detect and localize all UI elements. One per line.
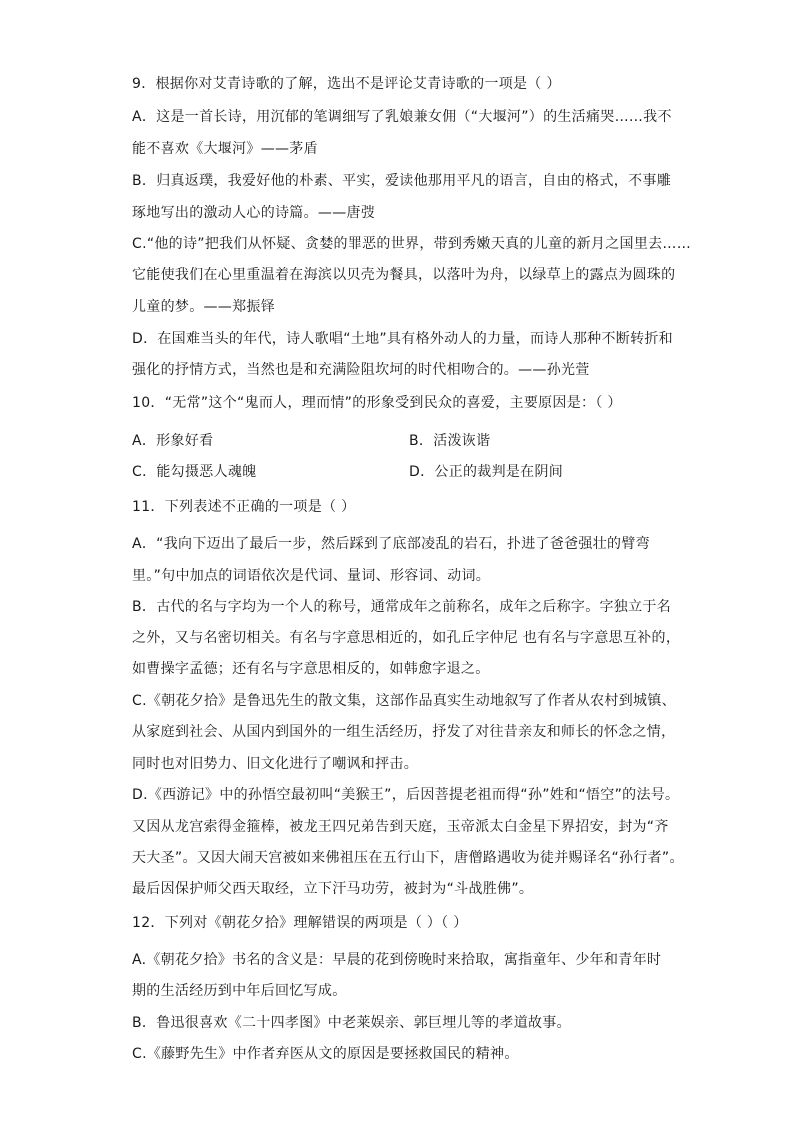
q9-option-a: A．这是一首长诗，用沉郁的笔调细写了乳娘兼女佣（“大堰河”）的生活痛哭……我不 — [132, 109, 672, 125]
q11-option-a-cont: 里。”句中加点的词语依次是代词、量词、形容词、动词。 — [132, 568, 491, 584]
q11-option-c-cont: 从家庭到社会、从国内到国外的一组生活经历，抒发了对往昔亲友和师长的怀念之情， — [132, 724, 676, 740]
q12-option-b: B．鲁迅很喜欢《二十四孝图》中老莱娱亲、郭巨埋儿等的孝道故事。 — [132, 1015, 571, 1031]
q11-option-d: D.《西游记》中的孙悟空最初叫“美猴王”，后因菩提老祖而得“孙”姓和“悟空”的法号。 — [132, 787, 680, 803]
q11-option-d-cont3: 最后因保护师父西天取经，立下汗马功劳，被封为“斗战胜佛”。 — [132, 881, 534, 897]
q11-option-c: C.《朝花夕拾》是鲁迅先生的散文集，这部作品真实生动地叙写了作者从农村到城镇、 — [132, 693, 676, 709]
q9-option-b: B．归真返璞，我爱好他的朴素、平实，爱读他那用平凡的语言，自由的格式，不事雕 — [132, 173, 672, 189]
q11-option-d-cont: 又因从龙宫索得金箍棒，被龙王四兄弟告到天庭，玉帝派太白金星下界招安，封为“齐 — [132, 819, 669, 835]
q10-option-d: D．公正的裁判是在阴间 — [409, 464, 564, 480]
q11-option-a: A．“我向下迈出了最后一步，然后踩到了底部凌乱的岩石，扑进了爸爸强壮的臂弯 — [132, 536, 650, 552]
q9-option-a-cont: 能不喜欢《大堰河》——茅盾 — [132, 141, 318, 157]
q10-option-b: B．活泼诙谐 — [409, 433, 491, 449]
q11-option-b-cont: 之外，又与名密切相关。有名与字意思相近的，如孔丘字仲尼 也有名与字意思互补的， — [132, 630, 681, 646]
q12-option-a: A.《朝花夕拾》书名的含义是：早晨的花到傍晚时来拾取，寓指童年、少年和青年时 — [132, 952, 662, 968]
q9-option-c-cont2: 儿童的梦。——郑振铎 — [132, 299, 275, 315]
q9-option-d: D．在国难当头的年代，诗人歌唱“土地”具有格外动人的力量，而诗人那种不断转折和 — [132, 331, 673, 347]
q9-option-b-cont: 琢地写出的激动人心的诗篇。——唐弢 — [132, 205, 376, 221]
q9-option-d-cont: 强化的抒情方式，当然也是和充满险阻坎坷的时代相吻合的。——孙光萱 — [132, 362, 590, 378]
q12-option-c: C.《藤野先生》中作者弃医从文的原因是要拯救国民的精神。 — [132, 1046, 519, 1062]
q11-option-b-cont2: 如曹操字孟德；还有名与字意思相反的，如韩愈字退之。 — [132, 661, 490, 677]
q11-option-c-cont2: 同时也对旧势力、旧文化进行了嘲讽和抨击。 — [132, 756, 418, 772]
q10-option-c: C．能勾摄恶人魂魄 — [132, 464, 257, 480]
q10-stem: 10．“无常”这个“鬼而人，理而情”的形象受到民众的喜爱，主要原因是：（ ） — [132, 395, 622, 411]
q11-stem: 11．下列表述不正确的一项是（ ） — [132, 499, 356, 515]
q9-stem: 9．根据你对艾青诗歌的了解，选出不是评论艾青诗歌的一项是（ ） — [132, 76, 561, 92]
q9-option-c: C.“他的诗”把我们从怀疑、贪婪的罪恶的世界，带到秀嫩天真的儿童的新月之国里去…… — [132, 236, 692, 252]
q9-option-c-cont: 它能使我们在心里重温着在海滨以贝壳为餐具，以落叶为舟，以绿草上的露点为圆珠的 — [132, 267, 676, 283]
q10-option-a: A．形象好看 — [132, 433, 214, 449]
q12-stem: 12．下列对《朝花夕拾》理解错误的两项是（ ）（ ） — [132, 915, 468, 931]
q11-option-d-cont2: 天大圣”。又因大闹天宫被如来佛祖压在五行山下，唐僧路遇收为徒并赐译名“孙行者”。 — [132, 850, 684, 866]
q12-option-a-cont: 期的生活经历到中年后回忆写成。 — [132, 983, 347, 999]
q11-option-b: B．古代的名与字均为一个人的称号，通常成年之前称名，成年之后称字。字独立于名 — [132, 599, 672, 615]
